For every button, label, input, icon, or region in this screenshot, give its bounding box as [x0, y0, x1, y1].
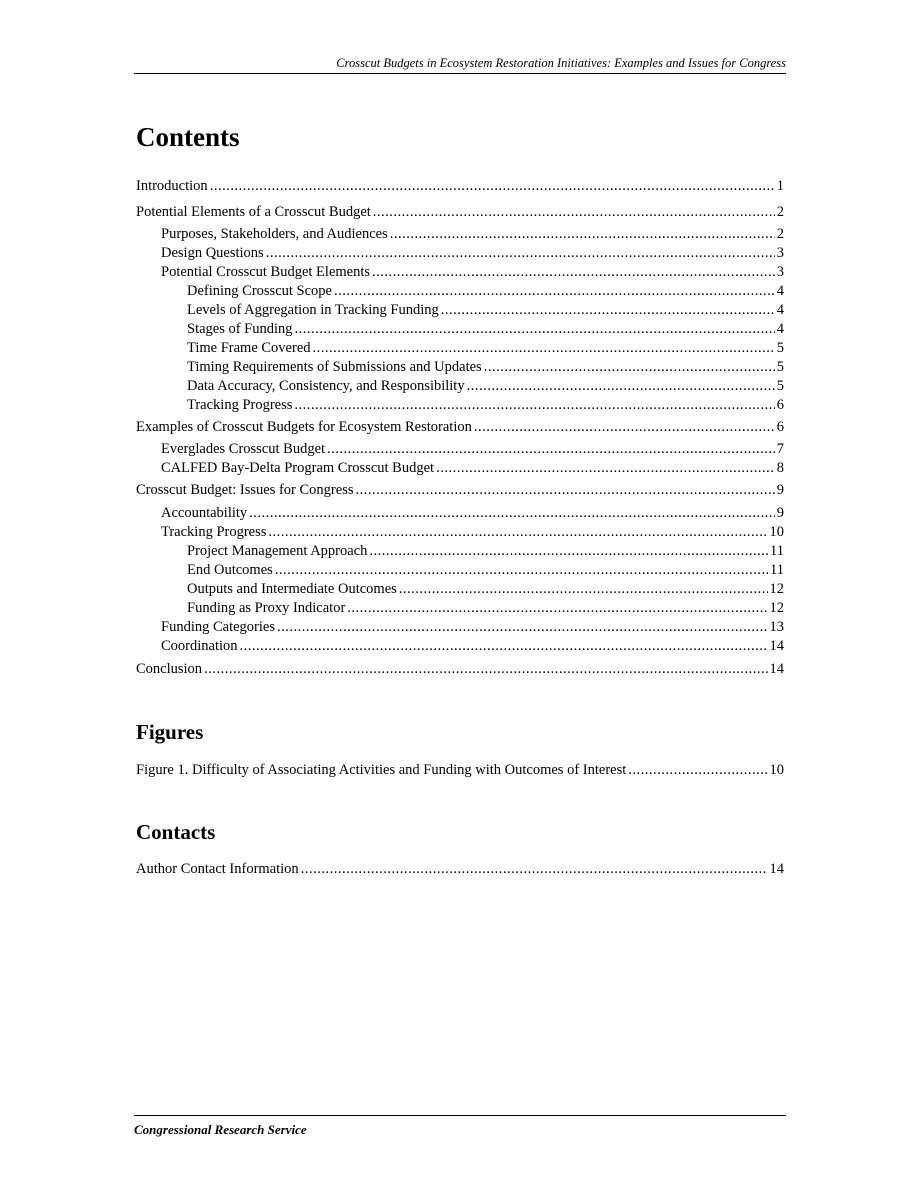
toc-entry[interactable] — [161, 638, 784, 655]
toc-page-number: 11 — [770, 543, 784, 559]
toc-leader — [334, 283, 775, 300]
toc-entry[interactable] — [161, 524, 784, 541]
toc-entry[interactable] — [136, 204, 784, 221]
toc-entry[interactable] — [161, 441, 784, 458]
toc-entry[interactable] — [187, 321, 784, 338]
toc-page-number: 2 — [776, 204, 784, 220]
toc-entry-label: Project Management Approach — [187, 543, 368, 559]
toc-leader — [301, 861, 768, 878]
toc-leader — [313, 340, 775, 357]
toc-leader — [277, 619, 768, 636]
toc-entry-label: Design Questions — [161, 245, 264, 261]
toc-entry-label: Everglades Crosscut Budget — [161, 441, 326, 457]
toc-entry-label: Outputs and Intermediate Outcomes — [187, 581, 397, 597]
toc-page-number: 5 — [776, 378, 784, 394]
toc-leader — [369, 543, 768, 560]
toc-page-number: 6 — [776, 397, 784, 413]
toc-leader — [204, 661, 767, 678]
toc-page-number: 4 — [776, 283, 784, 299]
contact-page-number: 14 — [769, 861, 784, 877]
toc-entry[interactable] — [161, 619, 784, 636]
toc-page-number: 2 — [776, 226, 784, 242]
contents-title: Contents — [136, 122, 240, 152]
toc-entry[interactable] — [187, 581, 784, 598]
toc-entry-label: Defining Crosscut Scope — [187, 283, 332, 299]
toc-leader — [399, 581, 768, 598]
toc-page-number: 3 — [776, 264, 784, 280]
toc-entry-label: CALFED Bay-Delta Program Crosscut Budget — [161, 460, 435, 476]
contact-entry[interactable] — [136, 861, 784, 878]
toc-page-number: 14 — [769, 638, 784, 654]
toc-entry[interactable] — [187, 359, 784, 376]
toc-entry[interactable] — [187, 378, 784, 395]
toc-entry-label: Conclusion — [136, 661, 203, 677]
toc-page-number: 6 — [776, 419, 784, 435]
toc-entry-label: Funding as Proxy Indicator — [187, 600, 346, 616]
toc-page-number: 12 — [769, 600, 784, 616]
toc-leader — [327, 441, 775, 458]
toc-leader — [436, 460, 775, 477]
toc-entry-label: Levels of Aggregation in Tracking Funding — [187, 302, 439, 318]
toc-entry[interactable] — [161, 264, 784, 281]
toc-entry-label: Introduction — [136, 178, 208, 194]
toc-entry-label: Stages of Funding — [187, 321, 293, 337]
toc-leader — [372, 264, 775, 281]
toc-page-number: 9 — [776, 505, 784, 521]
toc-entry[interactable] — [136, 661, 784, 678]
toc-entry[interactable] — [161, 505, 784, 522]
toc-entry-label: Tracking Progress — [161, 524, 267, 540]
toc-page-number: 1 — [776, 178, 784, 194]
toc-leader — [484, 359, 775, 376]
toc-leader — [347, 600, 767, 617]
toc-entry[interactable] — [136, 482, 784, 499]
toc-entry[interactable] — [187, 397, 784, 414]
toc-entry-label: Accountability — [161, 505, 248, 521]
toc-leader — [373, 204, 775, 221]
toc-leader — [474, 419, 775, 436]
toc-entry[interactable] — [161, 245, 784, 262]
contacts-title: Contacts — [136, 820, 216, 844]
toc-entry[interactable] — [187, 543, 784, 560]
toc-leader — [441, 302, 775, 319]
toc-entry-label: Coordination — [161, 638, 238, 654]
toc-entry-label: Crosscut Budget: Issues for Congress — [136, 482, 354, 498]
toc-entry-label: Potential Crosscut Budget Elements — [161, 264, 371, 280]
toc-entry[interactable] — [187, 600, 784, 617]
toc-entry-label: Timing Requirements of Submissions and Updates — [187, 359, 482, 375]
toc-page-number: 3 — [776, 245, 784, 261]
toc-entry-label: End Outcomes — [187, 562, 273, 578]
toc-entry-label: Data Accuracy, Consistency, and Responsibility — [187, 378, 465, 394]
toc-page-number: 5 — [776, 340, 784, 356]
toc-leader — [275, 562, 768, 579]
footer: Congressional Research Service — [134, 1115, 786, 1138]
toc-entry[interactable] — [187, 283, 784, 300]
running-header: Crosscut Budgets in Ecosystem Restoration Initiatives: Examples and Issues for Congress — [134, 56, 786, 74]
toc-page-number: 8 — [776, 460, 784, 476]
toc-entry[interactable] — [136, 178, 784, 195]
toc-page-number: 11 — [770, 562, 784, 578]
toc-page-number: 7 — [776, 441, 784, 457]
toc-page-number: 9 — [776, 482, 784, 498]
toc-entry[interactable] — [187, 302, 784, 319]
toc-page-number: 4 — [776, 302, 784, 318]
toc-leader — [249, 505, 775, 522]
figure-page-number: 10 — [769, 762, 784, 778]
toc-page-number: 10 — [769, 524, 784, 540]
toc-entry-label: Funding Categories — [161, 619, 275, 635]
toc-entry[interactable] — [187, 340, 784, 357]
toc-page-number: 14 — [769, 661, 784, 677]
toc-page-number: 5 — [776, 359, 784, 375]
toc-entry-label: Purposes, Stakeholders, and Audiences — [161, 226, 388, 242]
toc-entry-label: Examples of Crosscut Budgets for Ecosystem Restoration — [136, 419, 472, 435]
toc-leader — [294, 397, 774, 414]
toc-leader — [467, 378, 775, 395]
toc-leader — [628, 762, 767, 779]
toc-page-number: 4 — [776, 321, 784, 337]
toc-entry[interactable] — [161, 226, 784, 243]
contact-entry-label: Author Contact Information — [136, 861, 299, 877]
toc-entry-label: Time Frame Covered — [187, 340, 311, 356]
toc-leader — [240, 638, 768, 655]
figure-entry[interactable] — [136, 762, 784, 779]
toc-page-number: 12 — [769, 581, 784, 597]
toc-leader — [266, 245, 775, 262]
toc-leader — [210, 178, 775, 195]
toc-leader — [268, 524, 767, 541]
toc-entry[interactable] — [187, 562, 784, 579]
toc-leader — [390, 226, 775, 243]
toc-entry-label: Tracking Progress — [187, 397, 293, 413]
toc-entry[interactable] — [161, 460, 784, 477]
toc-leader — [356, 482, 775, 499]
toc-leader — [295, 321, 775, 338]
toc-page-number: 13 — [769, 619, 784, 635]
figures-title: Figures — [136, 720, 204, 744]
toc-entry[interactable] — [136, 419, 784, 436]
toc-entry-label: Potential Elements of a Crosscut Budget — [136, 204, 371, 220]
figure-entry-label: Figure 1. Difficulty of Associating Activities and Funding with Outcomes of Interest — [136, 762, 627, 778]
